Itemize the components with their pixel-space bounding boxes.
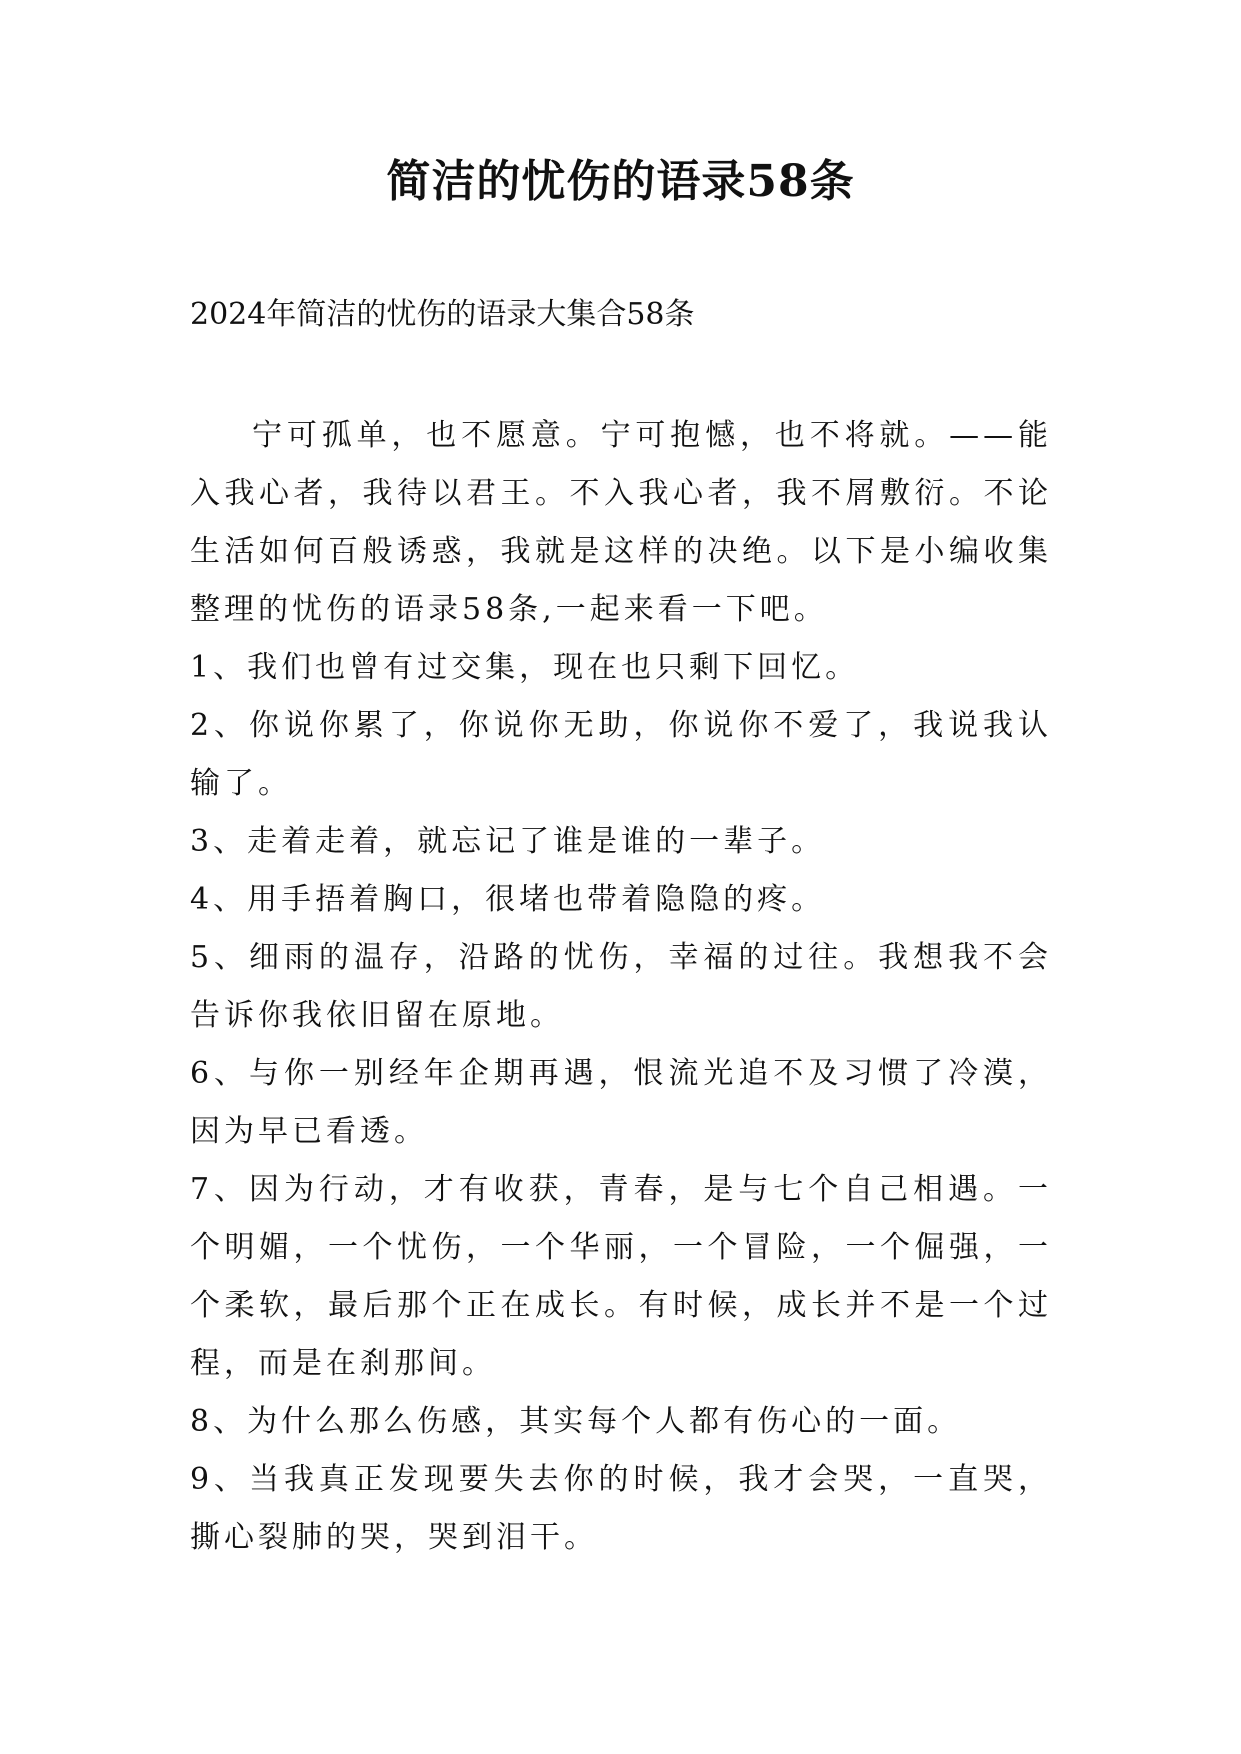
quote-item-7: 7、因为行动，才有收获，青春，是与七个自己相遇。一个明媚，一个忧伤，一个华丽，一个冒险，一个倔强，一个柔软，最后那个正在成长。有时候，成长并不是一个过程，而是在刹那间。 (190, 1172, 1052, 1381)
quote-item-3: 3、走着走着，就忘记了谁是谁的一辈子。 (190, 824, 826, 859)
quote-item-9: 9、当我真正发现要失去你的时候，我才会哭，一直哭，撕心裂肺的哭，哭到泪干。 (190, 1462, 1052, 1555)
document-title: 简洁的忧伤的语录58条 (386, 156, 855, 207)
quote-item-1: 1、我们也曾有过交集，现在也只剩下回忆。 (190, 650, 860, 685)
quote-item-6: 6、与你一别经年企期再遇，恨流光追不及习惯了冷漠，因为早已看透。 (190, 1056, 1052, 1149)
quote-item-5: 5、细雨的温存，沿路的忧伤，幸福的过往。我想我不会告诉你我依旧留在原地。 (190, 940, 1052, 1033)
intro-paragraph: 宁可孤单，也不愿意。宁可抱憾，也不将就。——能入我心者，我待以君王。不入我心者，我不屑敷衍。不论生活如何百般诱惑，我就是这样的决绝。以下是小编收集整理的忧伤的语录58条,一起来看一下吧。 (190, 418, 1052, 627)
quote-item-4: 4、用手捂着胸口，很堵也带着隐隐的疼。 (190, 882, 826, 917)
quote-item-2: 2、你说你累了，你说你无助，你说你不爱了，我说我认输了。 (190, 708, 1052, 801)
document-body (190, 407, 1052, 1567)
quote-item-8: 8、为什么那么伤感，其实每个人都有伤心的一面。 (190, 1404, 962, 1439)
document-subtitle: 2024年简洁的忧伤的语录大集合58条 (190, 297, 695, 332)
